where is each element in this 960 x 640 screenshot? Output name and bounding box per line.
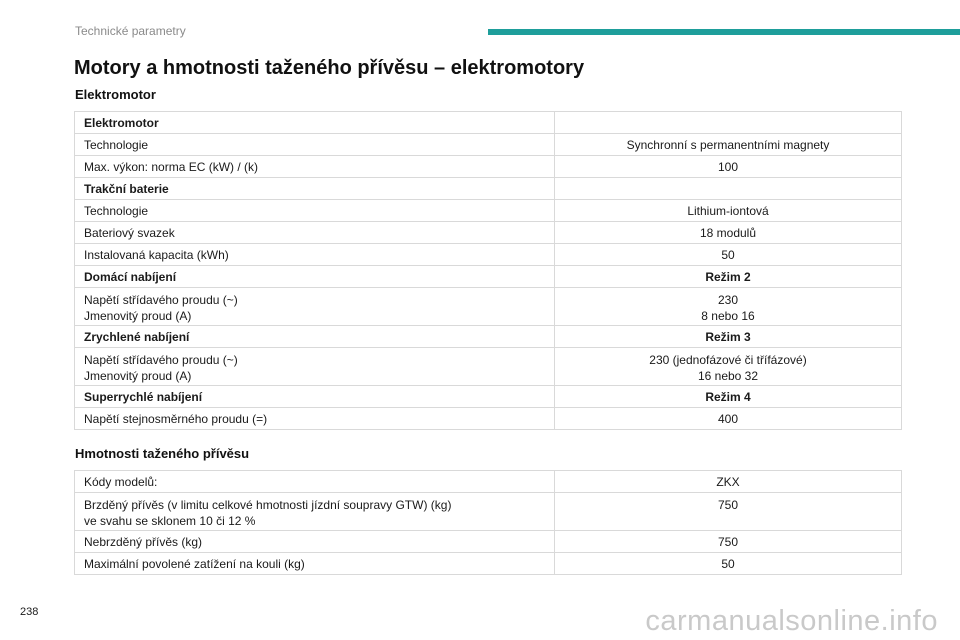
trailer-section-subtitle: Hmotnosti taženého přívěsu — [75, 446, 250, 461]
table-row — [75, 408, 902, 430]
row-label: Trakční baterie — [75, 178, 555, 200]
row-value-line: 8 nebo 16 — [701, 309, 755, 323]
row-label: Zrychlené nabíjení — [75, 326, 555, 348]
row-value: Režim 2 — [555, 266, 902, 288]
table-row — [75, 531, 902, 553]
row-value: Synchronní s permanentními magnety — [555, 134, 902, 156]
row-value — [555, 112, 902, 134]
row-value: 50 — [555, 244, 902, 266]
table-row — [75, 156, 902, 178]
row-label-line: Jmenovitý proud (A) — [84, 309, 192, 323]
row-value: Režim 4 — [555, 386, 902, 408]
motor-section-subtitle: Elektromotor — [75, 87, 156, 102]
row-value-line: 230 — [717, 293, 739, 307]
row-value: 18 modulů — [555, 222, 902, 244]
row-label: Domácí nabíjení — [75, 266, 555, 288]
row-label-line: Napětí střídavého proudu (~) — [84, 293, 238, 307]
row-label: Technologie — [75, 200, 555, 222]
row-label-line: Brzděný přívěs (v limitu celkové hmotnosti jízdní soupravy GTW) (kg) — [84, 498, 452, 512]
row-label — [75, 348, 555, 386]
row-value-line: 16 nebo 32 — [697, 369, 759, 383]
row-value-line: 230 (jednofázové či třífázové) — [649, 353, 807, 367]
table-row — [75, 493, 902, 531]
watermark-logo: carmanualsonline.info — [645, 605, 938, 637]
row-label: Napětí stejnosměrného proudu (=) — [75, 408, 555, 430]
page-title: Motory a hmotnosti taženého přívěsu – elektromotory — [74, 57, 585, 79]
row-label: Instalovaná kapacita (kWh) — [75, 244, 555, 266]
row-label-line: ve svahu se sklonem 10 či 12 % — [84, 514, 256, 528]
table-row — [75, 266, 902, 288]
row-label: Kódy modelů: — [75, 471, 555, 493]
table-row — [75, 244, 902, 266]
table-row — [75, 112, 902, 134]
row-value: 50 — [555, 553, 902, 575]
row-label — [75, 288, 555, 326]
row-label: Max. výkon: norma EC (kW) / (k) — [75, 156, 555, 178]
row-value: ZKX — [555, 471, 902, 493]
table-row — [75, 178, 902, 200]
row-value: 400 — [555, 408, 902, 430]
row-value: Režim 3 — [555, 326, 902, 348]
row-label: Maximální povolené zatížení na kouli (kg) — [75, 553, 555, 575]
row-label: Bateriový svazek — [75, 222, 555, 244]
table-row — [75, 134, 902, 156]
table-row — [75, 471, 902, 493]
table-row — [75, 348, 902, 386]
table-row — [75, 326, 902, 348]
table-row — [75, 553, 902, 575]
row-value — [555, 178, 902, 200]
table-row — [75, 200, 902, 222]
section-label: Technické parametry — [75, 24, 186, 38]
row-label: Nebrzděný přívěs (kg) — [75, 531, 555, 553]
page-number: 238 — [20, 606, 39, 618]
trailer-spec-table — [74, 470, 902, 575]
row-value: Lithium-iontová — [555, 200, 902, 222]
row-value: 750 — [555, 531, 902, 553]
table-row — [75, 222, 902, 244]
row-value: 750 — [555, 493, 902, 531]
row-label-line: Jmenovitý proud (A) — [84, 369, 192, 383]
row-value: 100 — [555, 156, 902, 178]
motor-spec-table — [74, 111, 902, 430]
row-label: Technologie — [75, 134, 555, 156]
table-row — [75, 386, 902, 408]
row-label-line: Napětí střídavého proudu (~) — [84, 353, 238, 367]
row-label: Elektromotor — [75, 112, 555, 134]
accent-bar — [488, 29, 960, 35]
row-label — [75, 493, 555, 531]
row-label: Superrychlé nabíjení — [75, 386, 555, 408]
row-value — [555, 348, 902, 386]
table-row — [75, 288, 902, 326]
row-value — [555, 288, 902, 326]
